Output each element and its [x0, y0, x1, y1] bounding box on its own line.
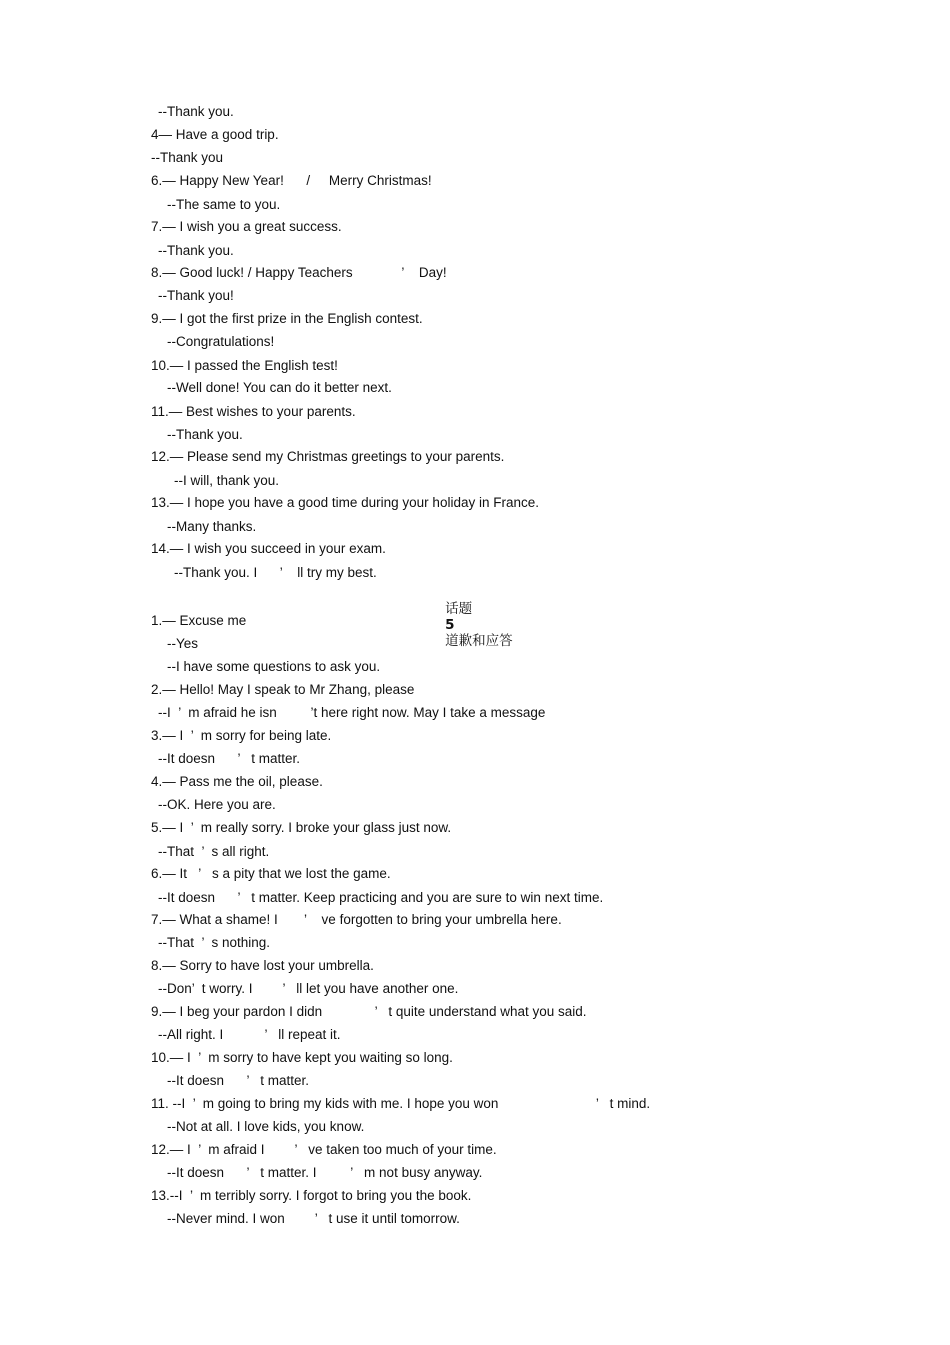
- dialogue-line: --It doesn ’ t matter.: [167, 1073, 310, 1088]
- dialogue-line: 9.— I got the first prize in the English contest.: [151, 311, 423, 326]
- dialogue-line: 9.— I beg your pardon I didn ’ t quite understand what you said.: [151, 1004, 587, 1019]
- dialogue-line: 13.— I hope you have a good time during your holiday in France.: [151, 495, 539, 510]
- dialogue-line: 8.— Good luck! / Happy Teachers ’ Day!: [151, 265, 447, 280]
- dialogue-line: 6.— Happy New Year! / Merry Christmas!: [151, 173, 432, 188]
- dialogue-line: 6.— It ’ s a pity that we lost the game.: [151, 866, 391, 881]
- dialogue-line: --Thank you. I ’ ll try my best.: [174, 565, 377, 580]
- dialogue-line: 4.— Pass me the oil, please.: [151, 774, 323, 789]
- dialogue-line: --Thank you.: [167, 427, 243, 442]
- section-heading: [428, 585, 513, 665]
- dialogue-line: --Thank you!: [158, 288, 234, 303]
- dialogue-line: 11.— Best wishes to your parents.: [151, 404, 356, 419]
- dialogue-line: --Yes: [167, 636, 199, 651]
- dialogue-line: --I have some questions to ask you.: [167, 659, 381, 674]
- dialogue-line: --Not at all. I love kids, you know.: [167, 1119, 365, 1134]
- dialogue-line: 10.— I ’ m sorry to have kept you waiting so long.: [151, 1050, 453, 1065]
- dialogue-line: 4— Have a good trip.: [151, 127, 279, 142]
- dialogue-line: 14.— I wish you succeed in your exam.: [151, 541, 386, 556]
- dialogue-line: --I will, thank you.: [174, 473, 280, 488]
- heading-prefix: 话题: [445, 601, 473, 617]
- dialogue-line: 7.— What a shame! I ’ ve forgotten to bring your umbrella here.: [151, 912, 562, 927]
- dialogue-line: --Don’ t worry. I ’ ll let you have another one.: [158, 981, 459, 996]
- dialogue-line: 2.— Hello! May I speak to Mr Zhang, please: [151, 682, 415, 697]
- heading-number: 5: [445, 617, 455, 633]
- dialogue-line: --All right. I ’ ll repeat it.: [158, 1027, 341, 1042]
- dialogue-line: --Never mind. I won ’ t use it until tomorrow.: [167, 1211, 460, 1226]
- dialogue-line: --It doesn ’ t matter. Keep practicing and you are sure to win next time.: [158, 890, 604, 905]
- dialogue-line: 10.— I passed the English test!: [151, 358, 338, 373]
- dialogue-line: 1.— Excuse me: [151, 613, 247, 628]
- dialogue-line: 11. --I ’ m going to bring my kids with me. I hope you won ’ t mind.: [151, 1096, 651, 1111]
- dialogue-line: 3.— I ’ m sorry for being late.: [151, 728, 332, 743]
- dialogue-line: 5.— I ’ m really sorry. I broke your glass just now.: [151, 820, 452, 835]
- dialogue-line: 8.— Sorry to have lost your umbrella.: [151, 958, 374, 973]
- dialogue-line: --That ’ s nothing.: [158, 935, 271, 950]
- dialogue-line: --That ’ s all right.: [158, 844, 270, 859]
- dialogue-line: --The same to you.: [167, 197, 281, 212]
- dialogue-line: --It doesn ’ t matter.: [158, 751, 301, 766]
- dialogue-line: --Thank you.: [158, 104, 234, 119]
- dialogue-line: --Thank you.: [158, 243, 234, 258]
- heading-title: 道歉和应答: [445, 633, 513, 649]
- dialogue-line: --Well done! You can do it better next.: [167, 380, 392, 395]
- dialogue-line: 12.— I ’ m afraid I ’ ve taken too much of your time.: [151, 1142, 497, 1157]
- dialogue-line: --I ’ m afraid he isn ’t here right now. May I take a message: [158, 705, 546, 720]
- dialogue-line: --It doesn ’ t matter. I ’ m not busy anyway.: [167, 1165, 483, 1180]
- dialogue-line: 13.--I ’ m terribly sorry. I forgot to bring you the book.: [151, 1188, 472, 1203]
- dialogue-line: --Congratulations!: [167, 334, 275, 349]
- dialogue-line: --Thank you: [151, 150, 224, 165]
- dialogue-line: --OK. Here you are.: [158, 797, 276, 812]
- dialogue-line: --Many thanks.: [167, 519, 257, 534]
- dialogue-line: 7.— I wish you a great success.: [151, 219, 342, 234]
- dialogue-line: 12.— Please send my Christmas greetings to your parents.: [151, 449, 505, 464]
